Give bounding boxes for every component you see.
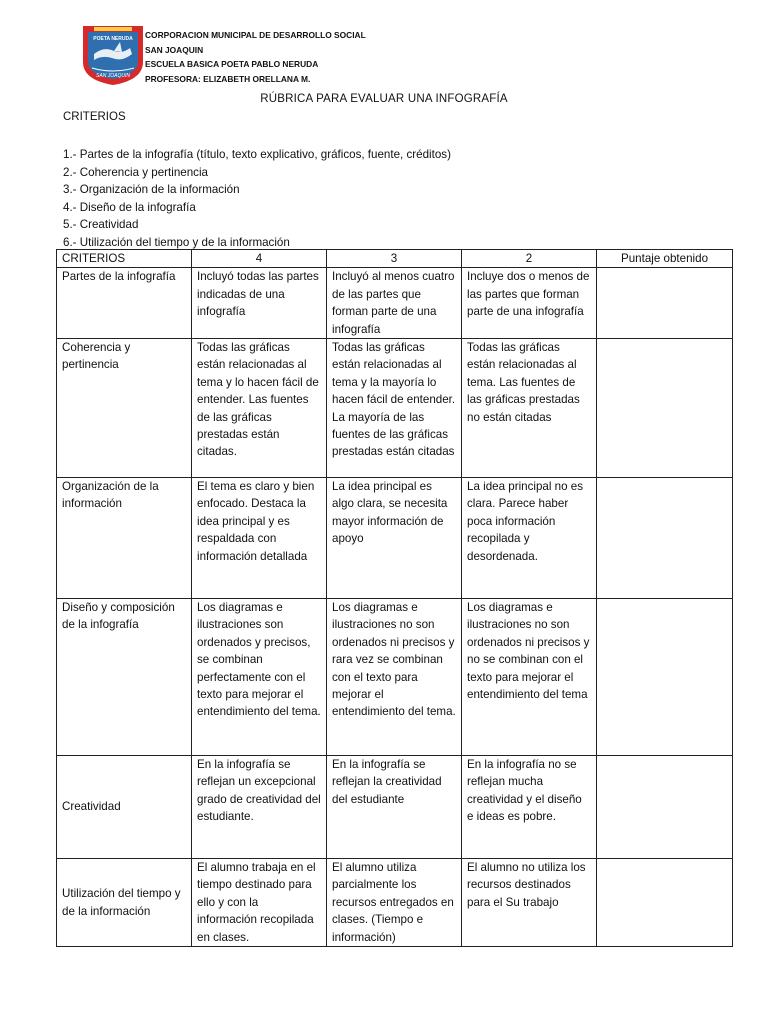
criteria-list-item: 3.- Organización de la información <box>63 183 240 196</box>
level-2-cell: Los diagramas e ilustraciones no son ordenados ni precisos y no se combinan con el texto para mejorar el entendimiento del tema <box>462 599 597 756</box>
criteria-list-item: 2.- Coherencia y pertinencia <box>63 165 209 179</box>
level-2-cell: La idea principal no es clara. Parece haber poca información recopilada y desordenada. <box>462 478 597 599</box>
criteria-list <box>63 146 451 251</box>
criterion-cell: Creatividad <box>57 756 192 859</box>
criterion-cell: Diseño y composición de la infografía <box>57 599 192 756</box>
level-4-cell: Los diagramas e ilustraciones son ordenados y precisos, se combinan perfectamente con el texto para mejorar el entendimiento del tema. <box>192 599 327 756</box>
header-line-school: ESCUELA BASICA POETA PABLO NERUDA <box>145 59 319 70</box>
score-cell[interactable] <box>597 268 733 339</box>
header-level-2: 2 <box>462 250 597 268</box>
score-cell[interactable] <box>597 339 733 478</box>
document-title: RÚBRICA PARA EVALUAR UNA INFOGRAFÍA <box>260 93 508 105</box>
criteria-list-item: 5.- Creatividad <box>63 218 139 231</box>
logo-top-text: POETA NERUDA <box>93 36 133 42</box>
level-4-cell: El tema es claro y bien enfocado. Destaca la idea principal y es respaldada con información detallada <box>192 478 327 599</box>
score-cell[interactable] <box>597 599 733 756</box>
criteria-heading: CRITERIOS <box>63 111 126 123</box>
logo-bottom-text: SAN JOAQUIN <box>96 73 130 79</box>
table-row <box>57 268 733 339</box>
table-row <box>57 756 733 859</box>
table-row <box>57 599 733 756</box>
level-2-cell: En la infografía no se reflejan mucha creatividad y el diseño e ideas es pobre. <box>462 756 597 859</box>
table-row <box>57 478 733 599</box>
score-cell[interactable] <box>597 756 733 859</box>
criteria-list-item: 4.- Diseño de la infografía <box>63 200 196 214</box>
header-level-4: 4 <box>192 250 327 268</box>
header-line-teacher: PROFESORA: ELIZABETH ORELLANA M. <box>145 73 311 84</box>
criteria-list-item: 6.- Utilización del tiempo y de la información <box>63 235 290 249</box>
level-3-cell: La idea principal es algo clara, se necesita mayor información de apoyo <box>327 478 462 599</box>
header-line-corporation: CORPORACION MUNICIPAL DE DESARROLLO SOCIAL <box>145 30 366 40</box>
level-4-cell: En la infografía se reflejan un excepcional grado de creatividad del estudiante. <box>192 756 327 859</box>
criterion-cell: Partes de la infografía <box>57 268 192 339</box>
table-row <box>57 339 733 478</box>
level-3-cell: Los diagramas e ilustraciones no son ordenados ni precisos y rara vez se combinan con el texto para mejorar el entendimiento del tema. <box>327 599 462 756</box>
level-3-cell: Incluyó al menos cuatro de las partes que forman parte de una infografía <box>327 268 462 339</box>
header-level-3: 3 <box>327 250 462 268</box>
rubric-table <box>56 249 733 947</box>
table-header-row <box>57 250 733 268</box>
score-cell[interactable] <box>597 478 733 599</box>
level-2-cell: El alumno no utiliza los recursos destinados para el Su trabajo <box>462 859 597 947</box>
criteria-list-item: 1.- Partes de la infografía (título, texto explicativo, gráficos, fuente, créditos) <box>63 148 451 161</box>
criterion-cell: Utilización del tiempo y de la información <box>57 859 192 947</box>
level-3-cell: En la infografía se reflejan la creatividad del estudiante <box>327 756 462 859</box>
level-3-cell: Todas las gráficas están relacionadas al tema y la mayoría lo hacen fácil de entender. La mayoría de las fuentes de las gráficas prestadas están citadas <box>327 339 462 478</box>
criterion-cell: Coherencia y pertinencia <box>57 339 192 478</box>
institution-header <box>145 28 366 86</box>
header-line-commune: SAN JOAQUIN <box>145 44 204 55</box>
school-crest-logo <box>80 24 146 86</box>
level-2-cell: Incluye dos o menos de las partes que forman parte de una infografía <box>462 268 597 339</box>
header-criterios: CRITERIOS <box>57 250 192 268</box>
level-2-cell: Todas las gráficas están relacionadas al tema. Las fuentes de las gráficas prestadas no están citadas <box>462 339 597 478</box>
header-score: Puntaje obtenido <box>597 250 733 268</box>
criterion-cell: Organización de la información <box>57 478 192 599</box>
level-4-cell: El alumno trabaja en el tiempo destinado para ello y con la información recopilada en clases. <box>192 859 327 947</box>
score-cell[interactable] <box>597 859 733 947</box>
table-row <box>57 859 733 947</box>
level-4-cell: Todas las gráficas están relacionadas al tema y lo hacen fácil de entender. Las fuentes de las gráficas prestadas están citadas. <box>192 339 327 478</box>
level-4-cell: Incluyó todas las partes indicadas de una infografía <box>192 268 327 339</box>
level-3-cell: El alumno utiliza parcialmente los recursos entregados en clases. (Tiempo e información) <box>327 859 462 947</box>
